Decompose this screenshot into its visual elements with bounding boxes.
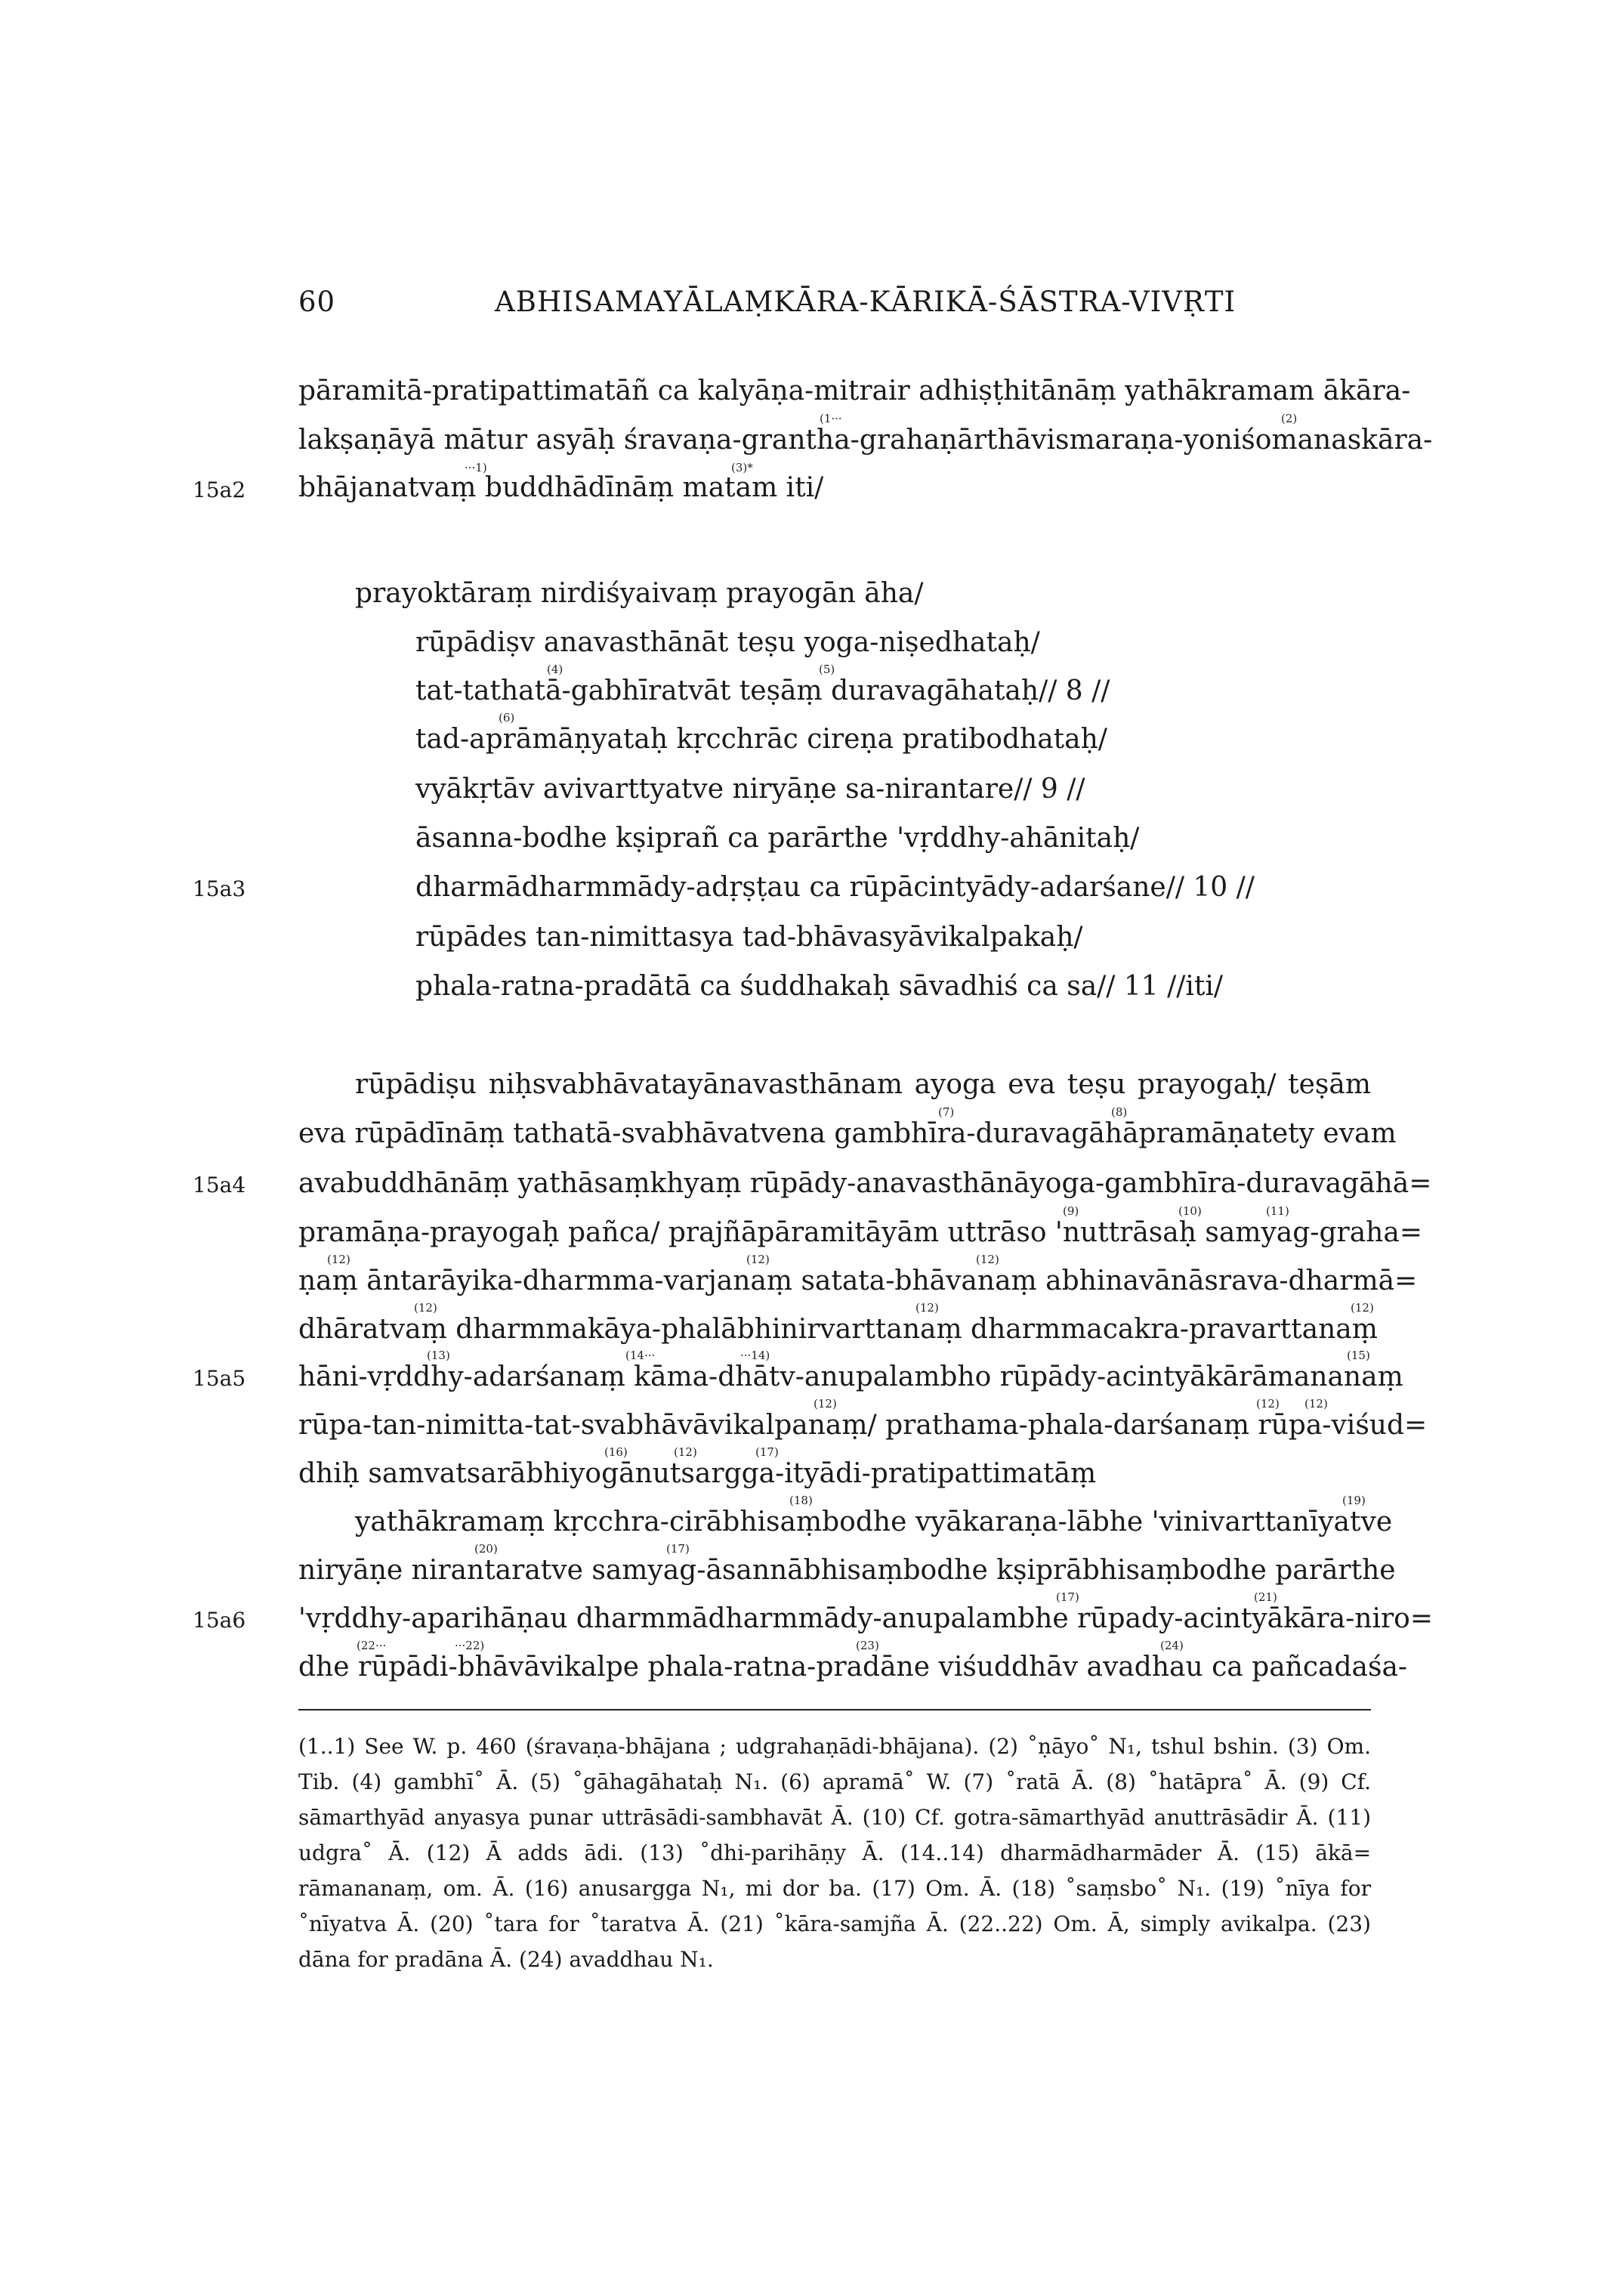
note-mark: (18) — [789, 1494, 813, 1507]
para2-line-8: rūpa-tan-nimitta-tat-svabhāvāvikalpanaṃ/ prathama-phala-darśanaṃ rūpa-viśud= — [298, 1410, 1428, 1441]
para1-line-2: lakṣaṇāyā mātur asyāḥ śravaṇa-grantha-grahaṇārthāvismaraṇa-yoniśomanaskāra- — [298, 425, 1433, 456]
footnote: (7) ˚ratā Ā. — [963, 1769, 1095, 1794]
footnote: (3) Om. Tib. — [298, 1734, 1371, 1794]
note-mark: (7) — [938, 1105, 955, 1119]
note-mark: (12) — [976, 1253, 999, 1266]
note-mark: ···1) — [465, 461, 487, 474]
verse-line-2: tat-tathatā-gabhīratvāt teṣāṃ duravagāhataḥ// 8 // — [415, 675, 1110, 706]
note-mark: (8) — [1111, 1105, 1128, 1119]
footnotes — [298, 1729, 1371, 1977]
verse-line-6: dharmādharmmādy-adṛṣṭau ca rūpācintyādy-adarśane// 10 // — [415, 872, 1255, 903]
note-mark: (12) — [414, 1301, 437, 1315]
running-title: ABHISAMAYĀLAṂKĀRA-KĀRIKĀ-ŚĀSTRA-VIVṚTI — [495, 286, 1237, 318]
note-mark: (11) — [1266, 1204, 1289, 1218]
verse-line-5: āsanna-bodhe kṣiprañ ca parārthe 'vṛddhy-ahānitaḥ/ — [415, 823, 1140, 854]
note-mark: (17) — [755, 1445, 779, 1459]
folio-ref: 15a4 — [193, 1173, 246, 1197]
note-mark: (1··· — [820, 412, 842, 425]
note-mark: (14··· — [625, 1349, 656, 1362]
note-mark: (21) — [1254, 1590, 1277, 1604]
para1-line-1: pāramitā-pratipattimatāñ ca kalyāṇa-mitrair adhiṣṭhitānāṃ yathākramam ākāra- — [298, 375, 1411, 406]
note-mark: (22··· — [357, 1639, 387, 1652]
verse-line-4: vyākṛtāv avivarttyatve niryāṇe sa-nirantare// 9 // — [415, 774, 1085, 805]
footnote: (23) dāna for pradāna Ā. — [298, 1911, 1371, 1972]
footnote: (17) Om. Ā. — [872, 1876, 1002, 1901]
footnote: (11) udgra˚ Ā. — [298, 1805, 1371, 1865]
note-mark: (6) — [499, 711, 515, 725]
footnote: (21) ˚kāra-samjña Ā. — [720, 1911, 949, 1936]
para2-line-5: ṇaṃ āntarāyika-dharmma-varjanaṃ satata-bhāvanaṃ abhinavānāsrava-dharmā= — [298, 1265, 1418, 1296]
para2-line-2: eva rūpādīnāṃ tathatā-svabhāvatvena gambhīra-duravagāhāpramāṇatety evam — [298, 1118, 1397, 1149]
note-mark: (12) — [674, 1445, 697, 1459]
note-mark: (20) — [474, 1542, 498, 1556]
footnote: (9) Cf. sāmarthyād anyasya punar uttrāsādi-sambhavāt Ā. — [298, 1769, 1371, 1830]
note-mark: (4) — [547, 663, 563, 676]
note-mark: (2) — [1281, 412, 1298, 425]
footnote: (20) ˚tara for ˚taratva Ā. — [430, 1911, 710, 1936]
note-mark: (17) — [1056, 1590, 1079, 1604]
para2-line-7: hāni-vṛddhy-adarśanaṃ kāma-dhātv-anupalambho rūpādy-acintyākārāmananaṃ — [298, 1361, 1403, 1392]
footnote: (16) anusargga N₁, mi dor ba. — [524, 1876, 862, 1901]
folio-ref: 15a2 — [193, 477, 246, 502]
folio-ref: 15a5 — [193, 1366, 246, 1391]
note-mark: (5) — [819, 663, 835, 676]
verse-line-8: phala-ratna-pradātā ca śuddhakaḥ sāvadhiś ca sa// 11 //iti/ — [415, 971, 1223, 1002]
footnote-rule — [298, 1709, 1371, 1710]
note-mark: (15) — [1347, 1349, 1370, 1362]
footnote: (18) ˚saṃsbo˚ N₁. — [1011, 1876, 1212, 1901]
note-mark: (23) — [856, 1639, 879, 1652]
para2-line-1: rūpādiṣu niḥsvabhāvatayānavasthānam ayoga eva teṣu prayogaḥ/ teṣām — [355, 1069, 1371, 1100]
note-mark: (12) — [1256, 1397, 1280, 1411]
footnote: (2) ˚ṇāyo˚ N₁, tshul bshin. — [988, 1734, 1279, 1759]
footnote: (10) Cf. gotra-sāmarthyād anuttrāsādir Ā. — [862, 1805, 1319, 1830]
para3-line-3: 'vṛddhy-aparihāṇau dharmmādharmmādy-anupalambhe rūpady-acintyākāra-niro= — [298, 1603, 1433, 1634]
verse-intro: prayoktāraṃ nirdiśyaivaṃ prayogān āha/ — [355, 578, 924, 609]
note-mark: (17) — [666, 1542, 690, 1556]
para2-line-6: dhāratvaṃ dharmmakāya-phalābhinirvarttanaṃ dharmmacakra-pravarttanaṃ — [298, 1314, 1378, 1345]
note-mark: (16) — [604, 1445, 628, 1459]
para2-line-9: dhiḥ samvatsarābhiyogānutsargga-ityādi-pratipattimatāṃ — [298, 1458, 1097, 1489]
footnote: (6) apramā˚ W. — [780, 1769, 952, 1794]
note-mark: (9) — [1063, 1204, 1079, 1218]
page-number: 60 — [298, 286, 336, 318]
para2-line-3: avabuddhānāṃ yathāsaṃkhyaṃ rūpādy-anavasthānāyoga-gambhīra-duravagāhā= — [298, 1168, 1432, 1199]
verse-line-7: rūpādes tan-nimittasya tad-bhāvasyāvikalpakaḥ/ — [415, 922, 1083, 953]
footnote: (19) ˚nīya for ˚nīyatva Ā. — [298, 1876, 1372, 1936]
note-mark: (24) — [1160, 1639, 1184, 1652]
footnote: (24) avaddhau N₁. — [519, 1947, 714, 1972]
running-header — [298, 286, 1236, 318]
para3-line-4: dhe rūpādi-bhāvāvikalpe phala-ratna-pradāne viśuddhāv avadhau ca pañcadaśa- — [298, 1652, 1408, 1683]
note-mark: ···22) — [455, 1639, 485, 1652]
para1-line-3: bhājanatvaṃ buddhādīnāṃ matam iti/ — [298, 472, 824, 503]
folio-ref: 15a3 — [193, 876, 246, 901]
note-mark: (12) — [915, 1301, 939, 1315]
note-mark: (13) — [427, 1349, 450, 1362]
note-mark: (10) — [1178, 1204, 1202, 1218]
footnote: (15) ākā= rāmananaṃ, om. Ā. — [298, 1840, 1372, 1901]
note-mark: (12) — [327, 1253, 350, 1266]
note-mark: (12) — [1351, 1301, 1374, 1315]
footnote: (13) ˚dhi-parihāṇy Ā. — [640, 1840, 885, 1865]
footnote: (12) Ā adds ādi. — [426, 1840, 624, 1865]
note-mark: (19) — [1342, 1494, 1366, 1507]
footnote: (8) ˚hatāpra˚ Ā. — [1106, 1769, 1287, 1794]
para3-line-1: yathākramaṃ kṛcchra-cirābhisaṃbodhe vyākaraṇa-lābhe 'vinivarttanīyatve — [355, 1506, 1393, 1537]
verse-line-3: tad-aprāmāṇyataḥ kṛcchrāc cireṇa pratibodhataḥ/ — [415, 724, 1107, 755]
footnote: (4) gambhī˚ Ā. — [351, 1769, 519, 1794]
note-mark: (12) — [746, 1253, 770, 1266]
footnote: (22..22) Om. Ā, simply avikalpa. — [959, 1911, 1317, 1936]
note-mark: ···14) — [740, 1349, 770, 1362]
para2-line-4: pramāṇa-prayogaḥ pañca/ prajñāpāramitāyām uttrāso 'nuttrāsaḥ samyag-graha= — [298, 1217, 1422, 1248]
para3-line-2: niryāṇe nirantaratve samyag-āsannābhisaṃbodhe kṣiprābhisaṃbodhe parārthe — [298, 1555, 1396, 1586]
footnote: (1..1) See W. p. 460 (śravaṇa-bhājana ; udgrahaṇādi-bhājana). — [298, 1734, 980, 1759]
footnote: (5) ˚gāhagāhataḥ N₁. — [530, 1769, 769, 1794]
note-mark: (12) — [1304, 1397, 1328, 1411]
verse-line-1: rūpādiṣv anavasthānāt teṣu yoga-niṣedhataḥ/ — [415, 627, 1040, 658]
note-mark: (12) — [814, 1397, 837, 1411]
note-mark: (3)* — [731, 461, 753, 474]
footnote: (14..14) dharmādharmāder Ā. — [900, 1840, 1240, 1865]
folio-ref: 15a6 — [193, 1608, 246, 1633]
